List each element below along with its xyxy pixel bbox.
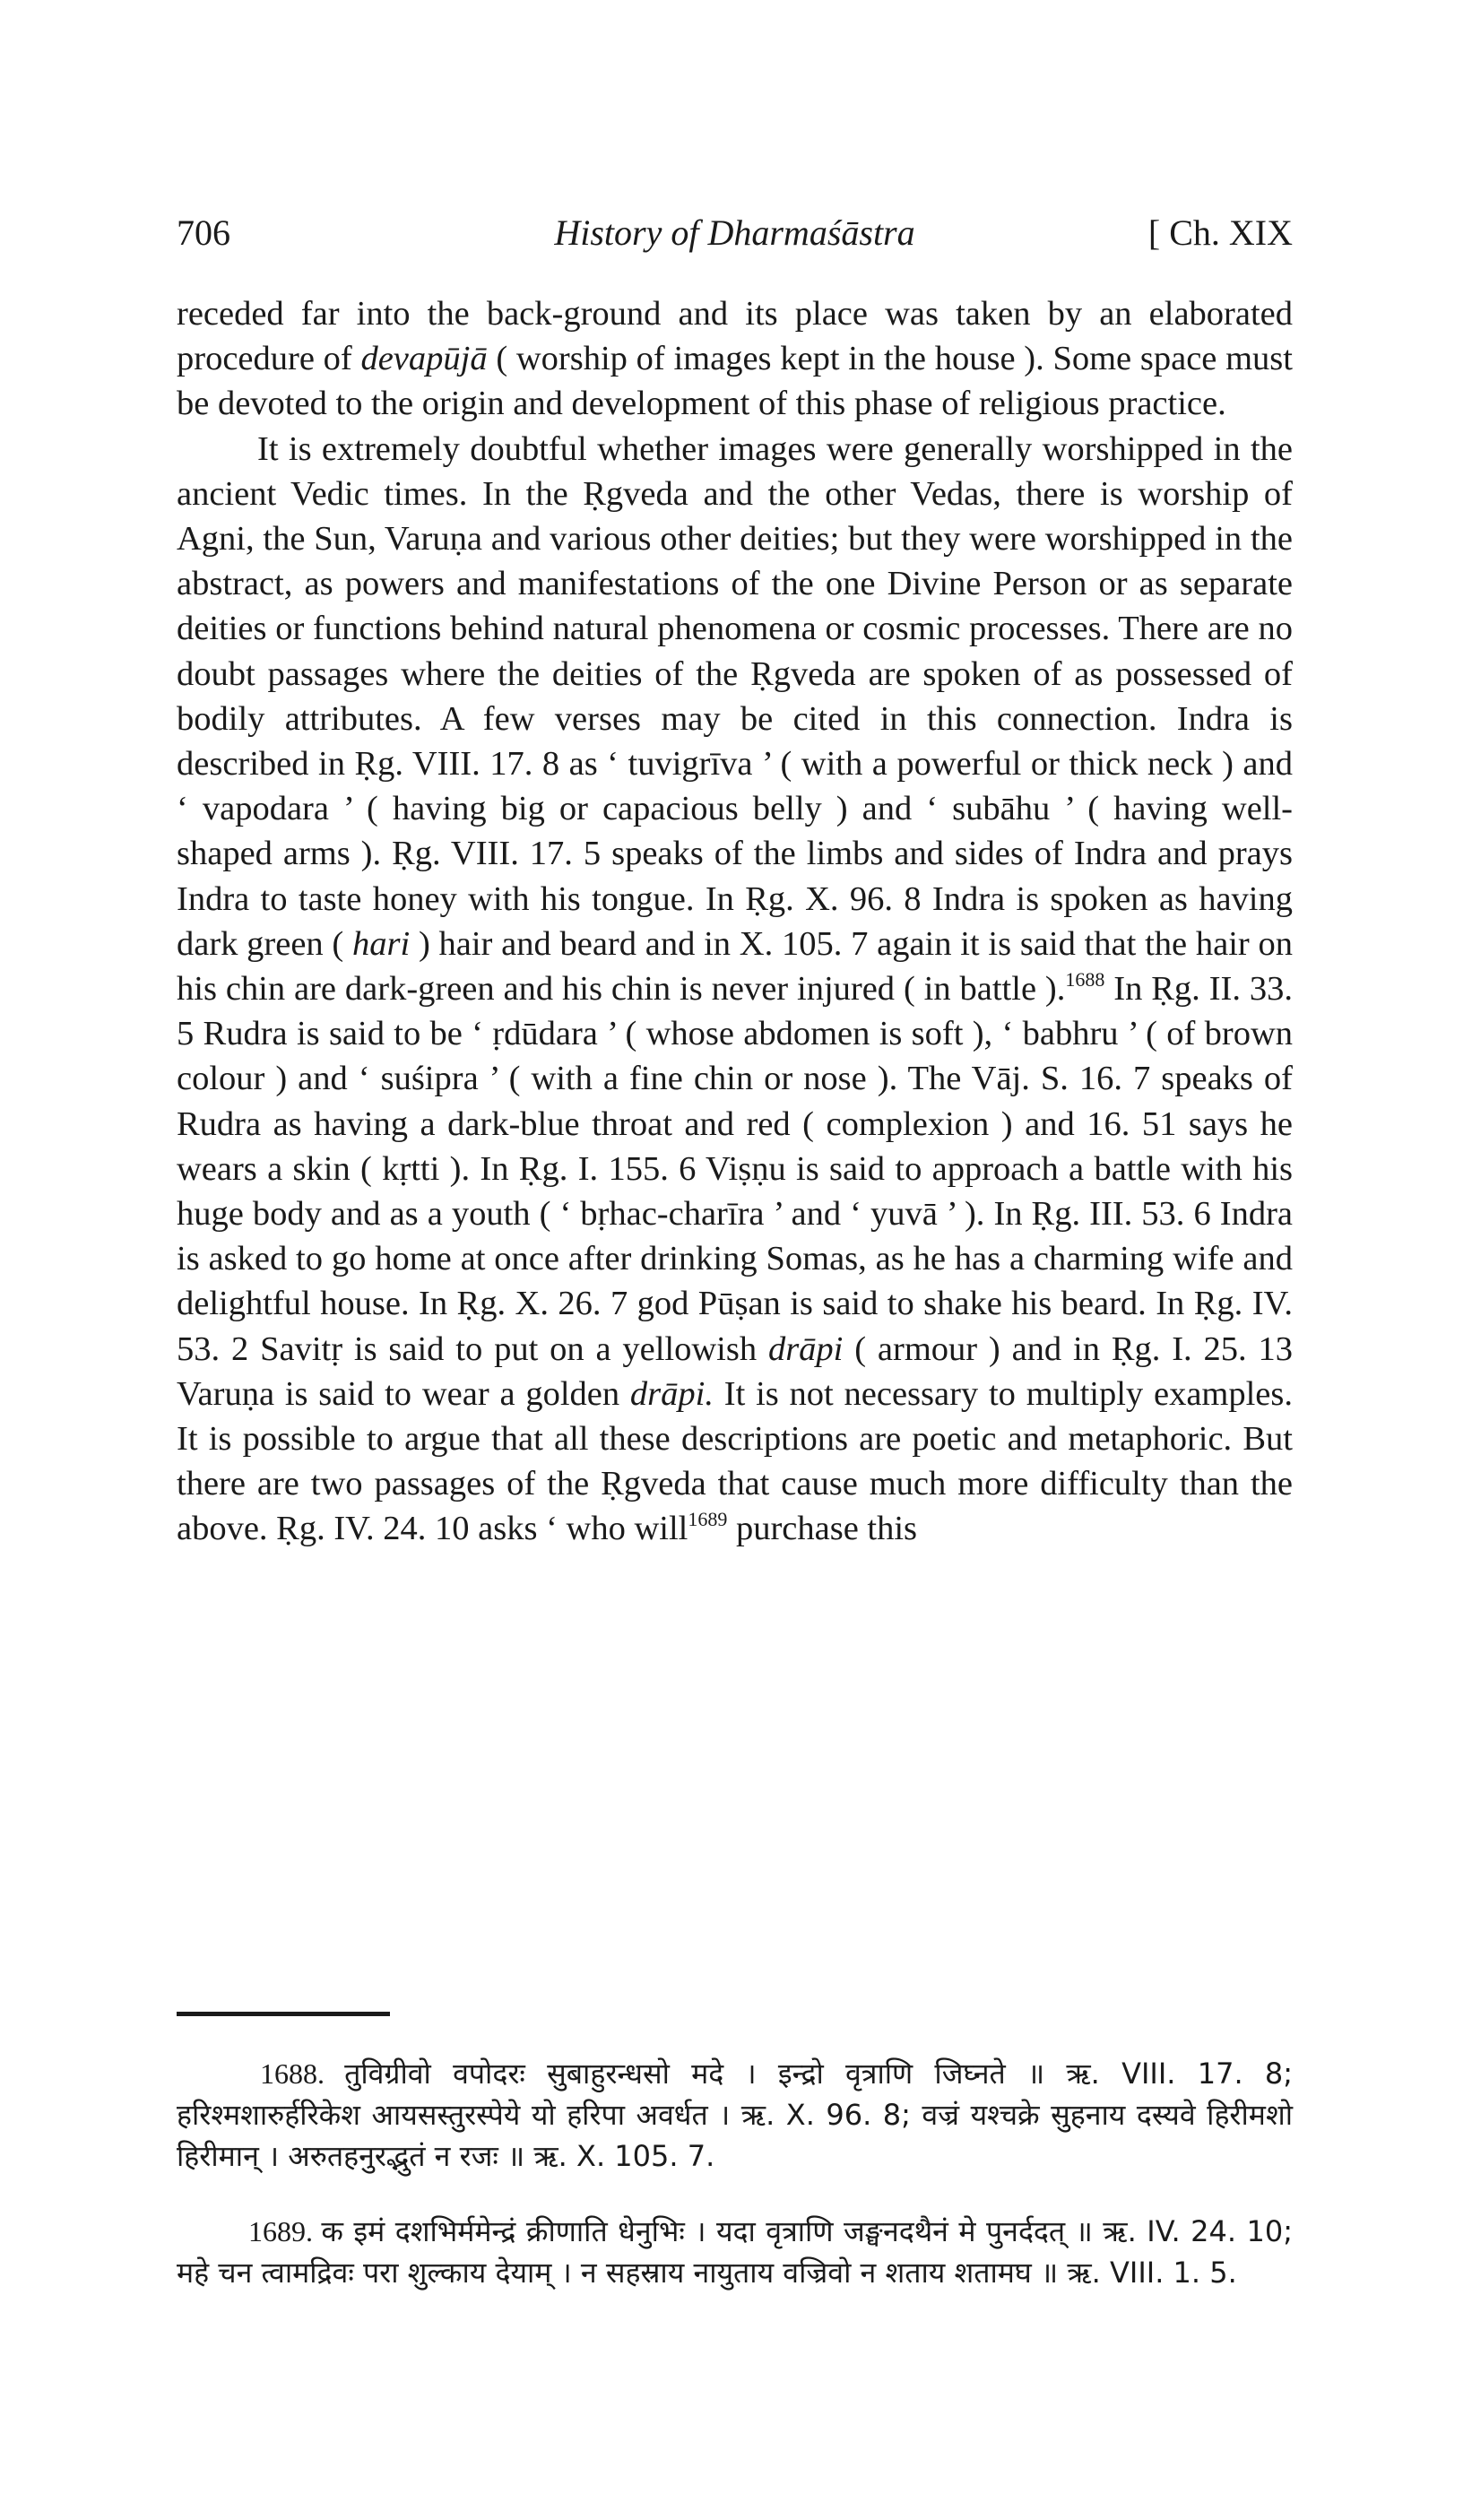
page-number: 706 xyxy=(177,212,230,253)
chapter-label: [ Ch. XIX xyxy=(1147,212,1293,253)
italic-term: drāpi xyxy=(767,1329,844,1368)
italic-term: hari xyxy=(352,924,411,963)
text-span: purchase this xyxy=(727,1510,918,1548)
paragraph-1 xyxy=(177,291,1293,427)
text-span: ) hair and beard and in X. 105. 7 again it is said that the hair on his chin are dark-green and his chin is never injured ( in battle ). xyxy=(177,924,1293,1009)
text-span: In Ṛg. II. 33. 5 Rudra is said to be ‘ ṛdūdara ’ ( whose abdomen is soft ), ‘ babhru ’ ( of brown colour ) and ‘ suśipra ’ ( with a fine chin or nose ). The Vāj. S. 16. 7 speaks of Rudra as having a dark-blue throat and red ( complexion ) and 16. 51 says he wears a skin ( kṛtti ). In Ṛg. I. 155. 6 Viṣṇu is said to approach a battle with his huge body and as a youth ( ‘ bṛhac-charīra ’ and ‘ yuvā ’ ). In Ṛg. III. 53. 6 Indra is asked to go home at once after drinking Somas, as he has a charming wife and delightful house. In Ṛg. X. 26. 7 god Pūṣan is said to shake his beard. In Ṛg. IV. 53. 2 Savitṛ is said to put on a yellowish xyxy=(177,970,1293,1368)
footnote-text: क इमं दशभिर्ममेन्द्रं क्रीणाति धेनुभिः । यदा वृत्राणि जङ्घनदथैनं मे पुनर्ददत् ॥ ऋ. IV. 24. 10; महे चन त्वामद्रिवः परा शुल्काय देयाम् । न सहस्राय नायुताय वज्रिवो न शताय शतामघ ॥ ऋ. VIII. 1. 5. xyxy=(177,2214,1293,2290)
main-text xyxy=(177,291,1293,1552)
footnote-number: 1688. xyxy=(260,2057,325,2090)
running-header xyxy=(177,206,1293,260)
text-span: It is not necessary to multiply examples. It is possible to argue that all these descriptions are poetic and metaphoric. But there are two passages of the Ṛgveda that cause much more difficulty than the above. Ṛg. IV. 24. 10 asks ‘ who will xyxy=(177,1374,1293,1548)
footnote-1688 xyxy=(177,2053,1293,2177)
italic-term: drāpi. xyxy=(629,1374,714,1413)
text-span: It is extremely doubtful whether images were generally worshipped in the ancient Vedic times. In the Ṛgveda and the other Vedas, there is worship of Agni, the Sun, Varuṇa and various other deities; but they were worshipped in the abstract, as powers and manifestations of the one Divine Person or as separate deities or functions behind natural phenomena or cosmic processes. There are no doubt passages where the deities of the Ṛgveda are spoken of as possessed of bodily attributes. A few verses may be cited in this connection. Indra is described in Ṛg. VIII. 17. 8 as ‘ tuvigrīva ’ ( with a powerful or thick neck ) and ‘ vapodara ’ ( having big or capacious belly ) and ‘ subāhu ’ ( having well-shaped arms ). Ṛg. VIII. 17. 5 speaks of the limbs and sides of Indra and prays Indra to taste honey with his tongue. In Ṛg. X. 96. 8 Indra is spoken as having dark green ( xyxy=(177,429,1293,963)
footnote-ref-1689[interactable]: 1689 xyxy=(688,1508,728,1531)
text-span: ( armour ) and in Ṛg. I. 25. 13 Varuṇa is said to wear a golden xyxy=(177,1329,1293,1413)
footnote-text: तुविग्रीवो वपोदरः सुबाहुरन्धसो मदे । इन्द्रो वृत्राणि जिघ्नते ॥ ऋ. VIII. 17. 8; हरिश्मशारुर्हरिकेश आयसस्तुरस्पेये यो हरिपा अवर्धत । ऋ. X. 96. 8; वज्रं यश्चक्रे सुहनाय दस्यवे हिरीमशो हिरीमान् । अरुतहनुरद्भुतं न रजः ॥ ऋ. X. 105. 7. xyxy=(177,2057,1294,2173)
book-title: History of Dharmaśāstra xyxy=(554,212,915,253)
footnote-ref-1688[interactable]: 1688 xyxy=(1065,968,1105,992)
footnote-1689 xyxy=(177,2211,1293,2293)
italic-term: devapūjā xyxy=(360,340,488,378)
footnote-number: 1689. xyxy=(248,2215,313,2247)
text-span: receded far into the back-ground and its place was taken by an elaborated procedure of xyxy=(177,295,1293,378)
footnote-divider xyxy=(177,2012,390,2016)
text-span: ( worship of images kept in the house ). Some space must be devoted to the origin and development of this phase of religious practice. xyxy=(177,340,1293,423)
footnotes xyxy=(177,2053,1293,2293)
paragraph-2 xyxy=(177,427,1293,1552)
